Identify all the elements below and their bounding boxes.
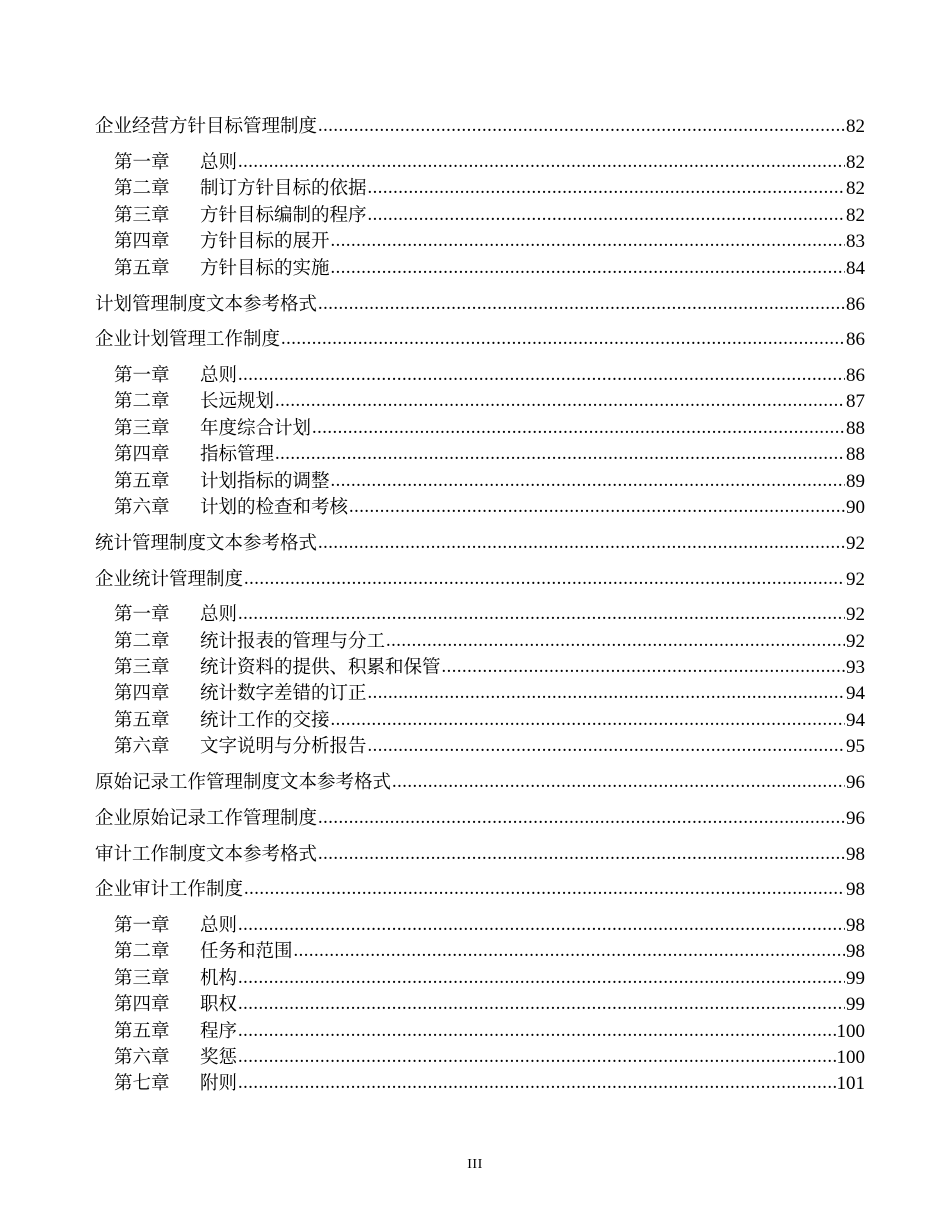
- toc-page-number: 92: [846, 532, 865, 554]
- toc-chapter-number: 第六章: [114, 496, 170, 518]
- toc-chapter-entry[interactable]: [0, 990, 950, 1016]
- toc-chapter-entry[interactable]: [0, 493, 950, 519]
- toc-page-number: 82: [846, 204, 865, 226]
- toc-chapter-number: 第二章: [114, 941, 170, 963]
- toc-section-entry[interactable]: [0, 804, 950, 830]
- toc-chapter-entry[interactable]: [0, 1016, 950, 1042]
- dot-leader: [238, 914, 845, 936]
- toc-page-number: 89: [846, 470, 865, 492]
- toc-entry-title: 计划管理制度文本参考格式: [95, 293, 318, 315]
- dot-leader: [238, 1072, 835, 1094]
- toc-entry-title: 年度综合计划: [200, 417, 312, 439]
- dot-leader: [442, 656, 845, 678]
- toc-page-number: 95: [846, 736, 865, 758]
- dot-leader: [238, 603, 845, 625]
- dot-leader: [318, 293, 845, 315]
- toc-page-number: 100: [836, 1020, 865, 1042]
- dot-leader: [331, 230, 845, 252]
- toc-entry-title: 企业统计管理制度: [95, 568, 244, 590]
- dot-leader: [281, 328, 845, 350]
- toc-chapter-number: 第二章: [114, 630, 170, 652]
- dot-leader: [294, 940, 845, 962]
- dot-leader: [238, 1020, 835, 1042]
- toc-chapter-number: 第二章: [114, 178, 170, 200]
- toc-page-number: 100: [836, 1046, 865, 1068]
- toc-page-number: 88: [846, 444, 865, 466]
- toc-page-number: 83: [846, 231, 865, 253]
- toc-chapter-number: 第五章: [114, 470, 170, 492]
- dot-leader: [238, 967, 845, 989]
- toc-chapter-number: 第三章: [114, 417, 170, 439]
- toc-section-entry[interactable]: [0, 112, 950, 138]
- toc-chapter-entry[interactable]: [0, 466, 950, 492]
- dot-leader: [275, 443, 845, 465]
- toc-chapter-number: 第五章: [114, 709, 170, 731]
- toc-entry-title: 统计数字差错的订正: [200, 683, 367, 705]
- toc-chapter-entry[interactable]: [0, 626, 950, 652]
- toc-page-number: 94: [846, 709, 865, 731]
- dot-leader: [238, 151, 845, 173]
- toc-page-number: 82: [846, 116, 865, 138]
- dot-leader: [368, 682, 845, 704]
- toc-page-number: 98: [846, 941, 865, 963]
- dot-leader: [331, 709, 845, 731]
- toc-page-number: 98: [846, 879, 865, 901]
- toc-page-number: 86: [846, 293, 865, 315]
- toc-entry-title: 任务和范围: [200, 941, 293, 963]
- dot-leader: [318, 843, 845, 865]
- toc-entry-title: 方针目标编制的程序: [200, 204, 367, 226]
- toc-chapter-number: 第三章: [114, 657, 170, 679]
- toc-entry-title: 机构: [200, 967, 238, 989]
- toc-page-number: 92: [846, 630, 865, 652]
- toc-entry-title: 总则: [200, 604, 238, 626]
- toc-page-number: 86: [846, 329, 865, 351]
- dot-leader: [392, 771, 845, 793]
- toc-chapter-entry[interactable]: [0, 387, 950, 413]
- toc-chapter-number: 第五章: [114, 257, 170, 279]
- toc-section-entry[interactable]: [0, 564, 950, 590]
- toc-page-number: 99: [846, 994, 865, 1016]
- toc-chapter-number: 第五章: [114, 1020, 170, 1042]
- toc-chapter-number: 第四章: [114, 994, 170, 1016]
- toc-entry-title: 计划指标的调整: [200, 470, 330, 492]
- toc-chapter-entry[interactable]: [0, 227, 950, 253]
- toc-entry-title: 统计工作的交接: [200, 709, 330, 731]
- toc-chapter-entry[interactable]: [0, 963, 950, 989]
- toc-chapter-number: 第四章: [114, 683, 170, 705]
- toc-chapter-entry[interactable]: [0, 679, 950, 705]
- toc-chapter-entry[interactable]: [0, 361, 950, 387]
- toc-chapter-number: 第四章: [114, 231, 170, 253]
- toc-section-entry[interactable]: [0, 875, 950, 901]
- dot-leader: [331, 470, 845, 492]
- toc-page-number: 96: [846, 807, 865, 829]
- toc-chapter-entry[interactable]: [0, 1043, 950, 1069]
- toc-page-number: 96: [846, 772, 865, 794]
- toc-chapter-number: 第一章: [114, 152, 170, 174]
- toc-entry-title: 制订方针目标的依据: [200, 178, 367, 200]
- toc-chapter-number: 第六章: [114, 1046, 170, 1068]
- toc-entry-title: 统计报表的管理与分工: [200, 630, 386, 652]
- dot-leader: [244, 568, 845, 590]
- toc-entry-title: 统计资料的提供、积累和保管: [200, 657, 441, 679]
- toc-page-number: 93: [846, 657, 865, 679]
- toc-chapter-entry[interactable]: [0, 1069, 950, 1095]
- toc-chapter-entry[interactable]: [0, 413, 950, 439]
- toc-chapter-number: 第一章: [114, 365, 170, 386]
- page-number: III: [467, 1157, 483, 1172]
- toc-section-entry[interactable]: [0, 529, 950, 555]
- dot-leader: [318, 115, 845, 137]
- toc-entry-title: 方针目标的实施: [200, 257, 330, 279]
- toc-entry-title: 指标管理: [200, 444, 275, 466]
- toc-chapter-number: 第一章: [114, 604, 170, 626]
- dot-leader: [318, 807, 845, 829]
- toc-page-number: 99: [846, 967, 865, 989]
- toc-page-number: 92: [846, 604, 865, 626]
- toc-entry-title: 原始记录工作管理制度文本参考格式: [95, 772, 392, 794]
- toc-page-number: 87: [846, 391, 865, 413]
- toc-page-number: 86: [846, 365, 865, 386]
- toc-entry-title: 企业计划管理工作制度: [95, 329, 281, 351]
- dot-leader: [238, 993, 845, 1015]
- toc-chapter-entry[interactable]: [0, 253, 950, 279]
- toc-chapter-entry[interactable]: [0, 148, 950, 174]
- toc-page-number: 82: [846, 178, 865, 200]
- toc-page-number: 82: [846, 152, 865, 174]
- toc-chapter-entry[interactable]: [0, 174, 950, 200]
- toc-entry-title: 奖惩: [200, 1046, 238, 1068]
- toc-page-number: 92: [846, 568, 865, 590]
- toc-page-number: 84: [846, 257, 865, 279]
- toc-chapter-entry[interactable]: [0, 911, 950, 937]
- toc-entry-title: 审计工作制度文本参考格式: [95, 843, 318, 865]
- toc-chapter-entry[interactable]: [0, 653, 950, 679]
- toc-chapter-number: 第三章: [114, 204, 170, 226]
- dot-leader: [238, 1046, 835, 1068]
- toc-entry-title: 统计管理制度文本参考格式: [95, 532, 318, 554]
- dot-leader: [238, 364, 845, 386]
- toc-page-number: 88: [846, 417, 865, 439]
- dot-leader: [349, 496, 845, 518]
- toc-entry-title: 程序: [200, 1020, 238, 1042]
- dot-leader: [275, 390, 845, 412]
- table-of-contents: [0, 112, 950, 1095]
- toc-chapter-entry[interactable]: [0, 200, 950, 226]
- toc-chapter-entry[interactable]: [0, 600, 950, 626]
- toc-chapter-number: 第六章: [114, 736, 170, 758]
- toc-entry-title: 文字说明与分析报告: [200, 736, 367, 758]
- dot-leader: [244, 878, 845, 900]
- toc-section-entry[interactable]: [0, 289, 950, 315]
- toc-entry-title: 总则: [200, 152, 238, 174]
- toc-chapter-number: 第三章: [114, 967, 170, 989]
- toc-entry-title: 长远规划: [200, 391, 275, 413]
- toc-page-number: 94: [846, 683, 865, 705]
- dot-leader: [312, 417, 845, 439]
- toc-chapter-entry[interactable]: [0, 937, 950, 963]
- toc-page-number: 101: [836, 1073, 865, 1095]
- toc-chapter-entry[interactable]: [0, 705, 950, 731]
- toc-chapter-number: 第七章: [114, 1073, 170, 1095]
- toc-entry-title: 附则: [200, 1073, 238, 1095]
- toc-entry-title: 企业审计工作制度: [95, 879, 244, 901]
- toc-entry-title: 计划的检查和考核: [200, 496, 349, 518]
- dot-leader: [368, 177, 845, 199]
- toc-section-entry[interactable]: [0, 325, 950, 351]
- toc-chapter-number: 第二章: [114, 391, 170, 413]
- toc-page-number: 98: [846, 915, 865, 936]
- dot-leader: [368, 735, 845, 757]
- toc-entry-title: 总则: [200, 915, 238, 936]
- toc-section-entry[interactable]: [0, 768, 950, 794]
- toc-page-number: 98: [846, 843, 865, 865]
- toc-entry-title: 企业经营方针目标管理制度: [95, 116, 318, 138]
- toc-page-number: 90: [846, 496, 865, 518]
- toc-chapter-entry[interactable]: [0, 440, 950, 466]
- toc-entry-title: 职权: [200, 994, 238, 1016]
- dot-leader: [318, 532, 845, 554]
- toc-entry-title: 企业原始记录工作管理制度: [95, 807, 318, 829]
- toc-entry-title: 总则: [200, 365, 238, 386]
- dot-leader: [386, 630, 845, 652]
- toc-entry-title: 方针目标的展开: [200, 231, 330, 253]
- dot-leader: [368, 204, 845, 226]
- toc-section-entry[interactable]: [0, 839, 950, 865]
- dot-leader: [331, 257, 845, 279]
- toc-chapter-entry[interactable]: [0, 732, 950, 758]
- toc-chapter-number: 第四章: [114, 444, 170, 466]
- toc-chapter-number: 第一章: [114, 915, 170, 936]
